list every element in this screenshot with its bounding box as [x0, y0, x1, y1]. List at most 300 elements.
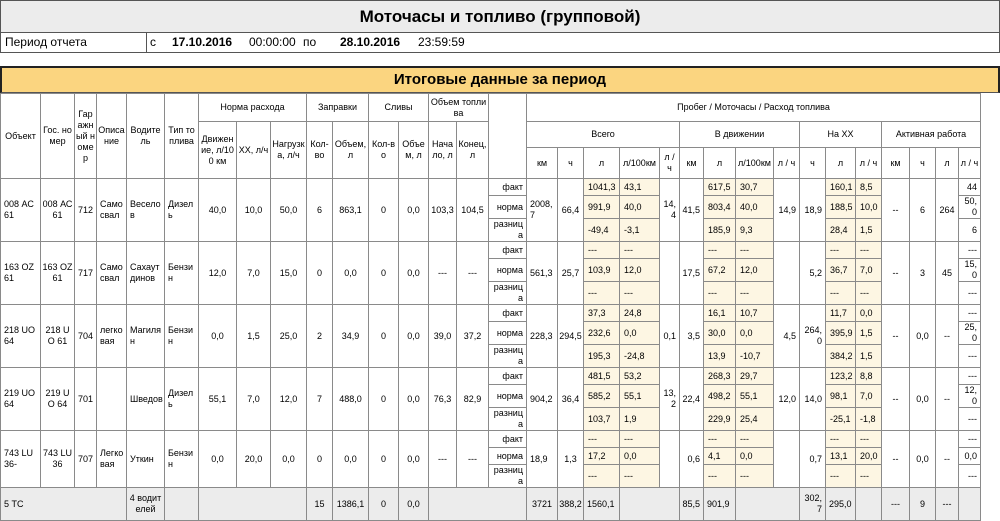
- cell-moving-l100: 25,4: [736, 408, 774, 431]
- header-unit-l100: л/100км: [736, 148, 774, 179]
- totals-active-h: 9: [910, 488, 936, 521]
- header-unit-l: л: [704, 148, 736, 179]
- header-unit-l: л: [936, 148, 959, 179]
- cell-idle-h: 5,2: [800, 242, 826, 305]
- table-row: [1, 368, 981, 385]
- cell-object: 163 OZ 61: [1, 242, 41, 305]
- cell-refuel-volume: 0,0: [333, 431, 369, 488]
- cell-total-lh: 14,4: [660, 179, 680, 242]
- cell-idle-lh: 1,5: [856, 219, 882, 242]
- cell-refuel-count: 2: [307, 305, 333, 368]
- cell-norm-load: 0,0: [271, 431, 307, 488]
- totals-moving-km: 85,5: [680, 488, 704, 521]
- cell-norm-moving: 40,0: [199, 179, 237, 242]
- header-unit-lh: л / ч: [959, 148, 981, 179]
- period-to-date: 28.10.2016: [340, 35, 401, 49]
- totals-drain-volume: 0,0: [399, 488, 429, 521]
- cell-idle-l: ---: [826, 431, 856, 448]
- header-unit-lh: л / ч: [660, 148, 680, 179]
- header-unit-l: л: [826, 148, 856, 179]
- cell-total-l: 17,2: [584, 448, 620, 465]
- cell-refuel-volume: 34,9: [333, 305, 369, 368]
- cell-fuel-type: Бензин: [165, 242, 199, 305]
- cell-idle-l: -25,1: [826, 408, 856, 431]
- cell-norm-moving: 0,0: [199, 305, 237, 368]
- cell-total-l100: 0,0: [620, 448, 660, 465]
- report-title: Моточасы и топливо (групповой): [0, 0, 1000, 33]
- cell-active-km: --: [882, 179, 910, 242]
- cell-moving-lh: 12,0: [774, 368, 800, 431]
- cell-row-kind: разница: [489, 408, 527, 431]
- header-refuel-count: Кол-во: [307, 122, 333, 179]
- cell-total-h: 66,4: [558, 179, 584, 242]
- cell-total-l: 481,5: [584, 368, 620, 385]
- cell-norm-load: 25,0: [271, 305, 307, 368]
- cell-idle-l: 188,5: [826, 196, 856, 219]
- cell-idle-l: ---: [826, 242, 856, 259]
- header-unit-l: л: [584, 148, 620, 179]
- cell-total-l: 1041,3: [584, 179, 620, 196]
- cell-moving-l: 4,1: [704, 448, 736, 465]
- cell-moving-lh: [774, 242, 800, 305]
- cell-active-lh: ---: [959, 408, 981, 431]
- totals-drivers: 4 водителей: [127, 488, 165, 521]
- cell-total-lh: [660, 431, 680, 488]
- cell-row-kind: факт: [489, 242, 527, 259]
- header-unit-km: км: [882, 148, 910, 179]
- cell-moving-km: 0,6: [680, 431, 704, 488]
- header-mileage-group: Пробег / Моточасы / Расход топлива: [527, 94, 981, 122]
- cell-row-kind: факт: [489, 431, 527, 448]
- totals-row: [1, 488, 981, 521]
- cell-total-l: ---: [584, 431, 620, 448]
- header-driver: Водитель: [127, 94, 165, 179]
- cell-total-l100: 0,0: [620, 322, 660, 345]
- cell-garage-nomer: 704: [75, 305, 97, 368]
- cell-tank-start: 103,3: [429, 179, 457, 242]
- header-norm-moving: Движение, л/100 км: [199, 122, 237, 179]
- cell-refuel-count: 6: [307, 179, 333, 242]
- cell-drain-volume: 0,0: [399, 368, 429, 431]
- cell-drain-count: 0: [369, 242, 399, 305]
- cell-moving-l100: ---: [736, 431, 774, 448]
- cell-idle-l: 160,1: [826, 179, 856, 196]
- cell-total-l100: 12,0: [620, 259, 660, 282]
- table-row: [1, 242, 981, 259]
- header-unit-h: ч: [558, 148, 584, 179]
- cell-total-l100: ---: [620, 282, 660, 305]
- cell-active-km: --: [882, 305, 910, 368]
- cell-idle-lh: 20,0: [856, 448, 882, 465]
- period-from-prefix: с: [150, 35, 156, 49]
- cell-moving-l100: 9,3: [736, 219, 774, 242]
- cell-total-l: 103,9: [584, 259, 620, 282]
- cell-row-kind: разница: [489, 465, 527, 488]
- cell-moving-l100: ---: [736, 282, 774, 305]
- cell-total-l: ---: [584, 465, 620, 488]
- totals-total-km: 3721: [527, 488, 558, 521]
- totals-active-km: ---: [882, 488, 910, 521]
- cell-garage-nomer: 707: [75, 431, 97, 488]
- cell-description: легковая: [97, 305, 127, 368]
- cell-total-km: 18,9: [527, 431, 558, 488]
- cell-object: 743 LU 36-: [1, 431, 41, 488]
- cell-idle-lh: 7,0: [856, 259, 882, 282]
- header-gos-nomer: Гос. номер: [41, 94, 75, 179]
- cell-active-lh: ---: [959, 431, 981, 448]
- cell-idle-l: 123,2: [826, 368, 856, 385]
- cell-moving-l: 30,0: [704, 322, 736, 345]
- cell-moving-km: 17,5: [680, 242, 704, 305]
- cell-idle-l: 11,7: [826, 305, 856, 322]
- cell-idle-h: 0,7: [800, 431, 826, 488]
- cell-idle-l: 395,9: [826, 322, 856, 345]
- header-drain-group: Сливы: [369, 94, 429, 122]
- cell-norm-load: 12,0: [271, 368, 307, 431]
- cell-row-kind: норма: [489, 322, 527, 345]
- cell-moving-km: 3,5: [680, 305, 704, 368]
- totals-moving-l: 901,9: [704, 488, 736, 521]
- cell-idle-lh: ---: [856, 242, 882, 259]
- cell-active-lh: 25,0: [959, 322, 981, 345]
- cell-norm-idle: 7,0: [237, 368, 271, 431]
- period-to-time: 23:59:59: [418, 35, 465, 49]
- header-tank-group: Объем топлива: [429, 94, 489, 122]
- cell-active-lh: ---: [959, 465, 981, 488]
- totals-refuel-count: 15: [307, 488, 333, 521]
- totals-empty: [856, 488, 882, 521]
- cell-moving-lh: 4,5: [774, 305, 800, 368]
- cell-idle-l: 13,1: [826, 448, 856, 465]
- cell-description: Легковая: [97, 431, 127, 488]
- cell-driver: Веселов: [127, 179, 165, 242]
- header-drain-volume: Объем, л: [399, 122, 429, 179]
- cell-refuel-volume: 863,1: [333, 179, 369, 242]
- cell-refuel-volume: 0,0: [333, 242, 369, 305]
- cell-moving-l: ---: [704, 282, 736, 305]
- cell-active-km: --: [882, 431, 910, 488]
- cell-active-h: 3: [910, 242, 936, 305]
- cell-row-kind: разница: [489, 282, 527, 305]
- header-object: Объект: [1, 94, 41, 179]
- cell-drain-count: 0: [369, 179, 399, 242]
- cell-refuel-count: 0: [307, 431, 333, 488]
- cell-tank-start: ---: [429, 242, 457, 305]
- section-title: Итоговые данные за период: [0, 66, 1000, 93]
- cell-moving-l: 229,9: [704, 408, 736, 431]
- cell-driver: Шведов: [127, 368, 165, 431]
- cell-moving-l: 268,3: [704, 368, 736, 385]
- cell-moving-lh: [774, 431, 800, 488]
- cell-idle-l: 384,2: [826, 345, 856, 368]
- cell-norm-idle: 1,5: [237, 305, 271, 368]
- cell-norm-load: 50,0: [271, 179, 307, 242]
- cell-norm-moving: 0,0: [199, 431, 237, 488]
- cell-active-h: 0,0: [910, 368, 936, 431]
- cell-row-kind: разница: [489, 219, 527, 242]
- cell-description: Самосвал: [97, 179, 127, 242]
- cell-total-lh: [660, 242, 680, 305]
- cell-total-km: 228,3: [527, 305, 558, 368]
- cell-idle-h: 14,0: [800, 368, 826, 431]
- table-row: [1, 305, 981, 322]
- cell-garage-nomer: 717: [75, 242, 97, 305]
- header-drain-count: Кол-во: [369, 122, 399, 179]
- cell-active-lh: 15,0: [959, 259, 981, 282]
- cell-total-l100: ---: [620, 465, 660, 488]
- totals-empty: [736, 488, 800, 521]
- cell-driver: Уткин: [127, 431, 165, 488]
- cell-gos-nomer: 219 UO 64: [41, 368, 75, 431]
- cell-row-kind: норма: [489, 385, 527, 408]
- cell-fuel-type: Дизель: [165, 368, 199, 431]
- cell-total-l100: ---: [620, 431, 660, 448]
- totals-empty: [429, 488, 527, 521]
- header-total: Всего: [527, 122, 680, 148]
- header-tank-start: Начало, л: [429, 122, 457, 179]
- cell-active-lh: 6: [959, 219, 981, 242]
- cell-tank-end: 37,2: [457, 305, 489, 368]
- cell-total-l100: -24,8: [620, 345, 660, 368]
- cell-moving-l: 185,9: [704, 219, 736, 242]
- table-row: [1, 179, 981, 196]
- totals-empty: [959, 488, 981, 521]
- cell-total-km: 904,2: [527, 368, 558, 431]
- cell-active-h: 6: [910, 179, 936, 242]
- cell-drain-volume: 0,0: [399, 305, 429, 368]
- cell-total-l100: 24,8: [620, 305, 660, 322]
- totals-refuel-volume: 1386,1: [333, 488, 369, 521]
- cell-moving-l: ---: [704, 431, 736, 448]
- cell-total-h: 294,5: [558, 305, 584, 368]
- cell-garage-nomer: 712: [75, 179, 97, 242]
- header-active: Активная работа: [882, 122, 981, 148]
- header-unit-km: км: [680, 148, 704, 179]
- totals-total-h: 388,2: [558, 488, 584, 521]
- cell-idle-lh: 0,0: [856, 305, 882, 322]
- cell-fuel-type: Дизель: [165, 179, 199, 242]
- header-idle: На ХХ: [800, 122, 882, 148]
- cell-moving-l: ---: [704, 465, 736, 488]
- cell-tank-end: ---: [457, 242, 489, 305]
- header-garage-nomer: Гаражный номер: [75, 94, 97, 179]
- cell-moving-l100: 0,0: [736, 448, 774, 465]
- cell-object: 008 АС 61: [1, 179, 41, 242]
- table-row: [1, 431, 981, 448]
- cell-drain-volume: 0,0: [399, 242, 429, 305]
- cell-total-l100: 1,9: [620, 408, 660, 431]
- cell-moving-l100: 30,7: [736, 179, 774, 196]
- cell-active-l: --: [936, 431, 959, 488]
- period-from-time: 00:00:00: [249, 35, 296, 49]
- cell-active-lh: 44: [959, 179, 981, 196]
- header-norm-load: Нагрузка, л/ч: [271, 122, 307, 179]
- cell-moving-l: 617,5: [704, 179, 736, 196]
- header-tank-end: Конец, л: [457, 122, 489, 179]
- cell-moving-km: 22,4: [680, 368, 704, 431]
- cell-row-kind: норма: [489, 196, 527, 219]
- cell-norm-idle: 10,0: [237, 179, 271, 242]
- cell-idle-lh: 1,5: [856, 322, 882, 345]
- cell-norm-moving: 12,0: [199, 242, 237, 305]
- cell-active-km: --: [882, 242, 910, 305]
- report-period: [0, 33, 1000, 53]
- header-unit-lh: л / ч: [774, 148, 800, 179]
- header-unit-h: ч: [800, 148, 826, 179]
- header-moving: В движении: [680, 122, 800, 148]
- cell-tank-start: ---: [429, 431, 457, 488]
- cell-moving-l100: 12,0: [736, 259, 774, 282]
- cell-gos-nomer: 743 LU 36: [41, 431, 75, 488]
- period-from-date: 17.10.2016: [172, 35, 233, 49]
- cell-object: 218 UO 64: [1, 305, 41, 368]
- cell-drain-count: 0: [369, 431, 399, 488]
- cell-idle-l: 28,4: [826, 219, 856, 242]
- cell-tank-start: 39,0: [429, 305, 457, 368]
- cell-active-lh: ---: [959, 345, 981, 368]
- totals-empty: [620, 488, 680, 521]
- totals-drain-count: 0: [369, 488, 399, 521]
- header-refuel-volume: Объем, л: [333, 122, 369, 179]
- cell-total-l100: 55,1: [620, 385, 660, 408]
- cell-total-l: 103,7: [584, 408, 620, 431]
- cell-description: [97, 368, 127, 431]
- cell-active-h: 0,0: [910, 431, 936, 488]
- cell-moving-l100: 55,1: [736, 385, 774, 408]
- cell-total-l100: ---: [620, 242, 660, 259]
- cell-moving-l: 803,4: [704, 196, 736, 219]
- cell-idle-lh: 8,8: [856, 368, 882, 385]
- cell-row-kind: факт: [489, 305, 527, 322]
- cell-active-lh: 0,0: [959, 448, 981, 465]
- cell-row-kind: факт: [489, 179, 527, 196]
- cell-moving-l100: 0,0: [736, 322, 774, 345]
- cell-tank-end: 82,9: [457, 368, 489, 431]
- cell-moving-l100: -10,7: [736, 345, 774, 368]
- header-blank: [489, 94, 527, 179]
- cell-moving-l: 67,2: [704, 259, 736, 282]
- cell-row-kind: норма: [489, 448, 527, 465]
- period-to-prefix: по: [303, 35, 317, 49]
- cell-active-km: --: [882, 368, 910, 431]
- cell-gos-nomer: 218 UO 61: [41, 305, 75, 368]
- cell-moving-km: 41,5: [680, 179, 704, 242]
- cell-total-l: 195,3: [584, 345, 620, 368]
- cell-tank-end: 104,5: [457, 179, 489, 242]
- cell-total-h: 36,4: [558, 368, 584, 431]
- cell-refuel-count: 0: [307, 242, 333, 305]
- cell-total-l: 37,3: [584, 305, 620, 322]
- cell-active-l: 264: [936, 179, 959, 242]
- cell-idle-lh: ---: [856, 431, 882, 448]
- cell-total-l: -49,4: [584, 219, 620, 242]
- cell-moving-lh: 14,9: [774, 179, 800, 242]
- cell-idle-lh: 8,5: [856, 179, 882, 196]
- header-norm-idle: ХХ, л/ч: [237, 122, 271, 179]
- cell-tank-start: 76,3: [429, 368, 457, 431]
- cell-active-l: 45: [936, 242, 959, 305]
- cell-idle-l: ---: [826, 465, 856, 488]
- cell-driver: Сахаутдинов: [127, 242, 165, 305]
- cell-norm-load: 15,0: [271, 242, 307, 305]
- cell-active-lh: 50,0: [959, 196, 981, 219]
- header-unit-l100: л/100км: [620, 148, 660, 179]
- totals-label: 5 ТС: [1, 488, 127, 521]
- cell-idle-lh: 7,0: [856, 385, 882, 408]
- cell-total-h: 25,7: [558, 242, 584, 305]
- cell-idle-l: 98,1: [826, 385, 856, 408]
- cell-row-kind: разница: [489, 345, 527, 368]
- cell-idle-lh: -1,8: [856, 408, 882, 431]
- cell-tank-end: ---: [457, 431, 489, 488]
- cell-moving-l100: 10,7: [736, 305, 774, 322]
- summary-table: [0, 93, 981, 521]
- cell-idle-lh: 1,5: [856, 345, 882, 368]
- cell-total-l: ---: [584, 242, 620, 259]
- cell-drain-count: 0: [369, 305, 399, 368]
- cell-active-l: --: [936, 305, 959, 368]
- cell-moving-l100: ---: [736, 465, 774, 488]
- header-description: Описание: [97, 94, 127, 179]
- cell-total-l: 232,6: [584, 322, 620, 345]
- cell-total-l100: 40,0: [620, 196, 660, 219]
- cell-total-l: 585,2: [584, 385, 620, 408]
- cell-norm-idle: 20,0: [237, 431, 271, 488]
- cell-idle-lh: ---: [856, 465, 882, 488]
- totals-empty: [165, 488, 199, 521]
- cell-moving-l: 13,9: [704, 345, 736, 368]
- cell-total-km: 2008,7: [527, 179, 558, 242]
- cell-total-l100: 43,1: [620, 179, 660, 196]
- cell-moving-l100: 29,7: [736, 368, 774, 385]
- totals-active-l: ---: [936, 488, 959, 521]
- cell-total-l: ---: [584, 282, 620, 305]
- cell-active-lh: ---: [959, 242, 981, 259]
- cell-gos-nomer: 163 OZ 61: [41, 242, 75, 305]
- cell-active-h: 0,0: [910, 305, 936, 368]
- cell-refuel-volume: 488,0: [333, 368, 369, 431]
- cell-active-lh: ---: [959, 282, 981, 305]
- cell-description: Самосвал: [97, 242, 127, 305]
- cell-object: 219 UO 64: [1, 368, 41, 431]
- cell-moving-l: 498,2: [704, 385, 736, 408]
- cell-idle-h: 18,9: [800, 179, 826, 242]
- cell-idle-l: 36,7: [826, 259, 856, 282]
- cell-moving-l: 16,1: [704, 305, 736, 322]
- cell-total-l: 991,9: [584, 196, 620, 219]
- cell-gos-nomer: 008 АС 61: [41, 179, 75, 242]
- cell-total-lh: 13,2: [660, 368, 680, 431]
- cell-total-km: 561,3: [527, 242, 558, 305]
- cell-idle-h: 264,0: [800, 305, 826, 368]
- header-refuel-group: Заправки: [307, 94, 369, 122]
- cell-active-l: --: [936, 368, 959, 431]
- period-label: Период отчета: [5, 35, 87, 49]
- cell-moving-l: ---: [704, 242, 736, 259]
- header-unit-lh: л / ч: [856, 148, 882, 179]
- cell-norm-idle: 7,0: [237, 242, 271, 305]
- header-norm-group: Норма расхода: [199, 94, 307, 122]
- cell-drain-volume: 0,0: [399, 431, 429, 488]
- cell-refuel-count: 7: [307, 368, 333, 431]
- totals-empty: [199, 488, 307, 521]
- cell-idle-lh: 10,0: [856, 196, 882, 219]
- cell-norm-moving: 55,1: [199, 368, 237, 431]
- cell-moving-l100: ---: [736, 242, 774, 259]
- cell-drain-volume: 0,0: [399, 179, 429, 242]
- header-unit-km: км: [527, 148, 558, 179]
- cell-total-lh: 0,1: [660, 305, 680, 368]
